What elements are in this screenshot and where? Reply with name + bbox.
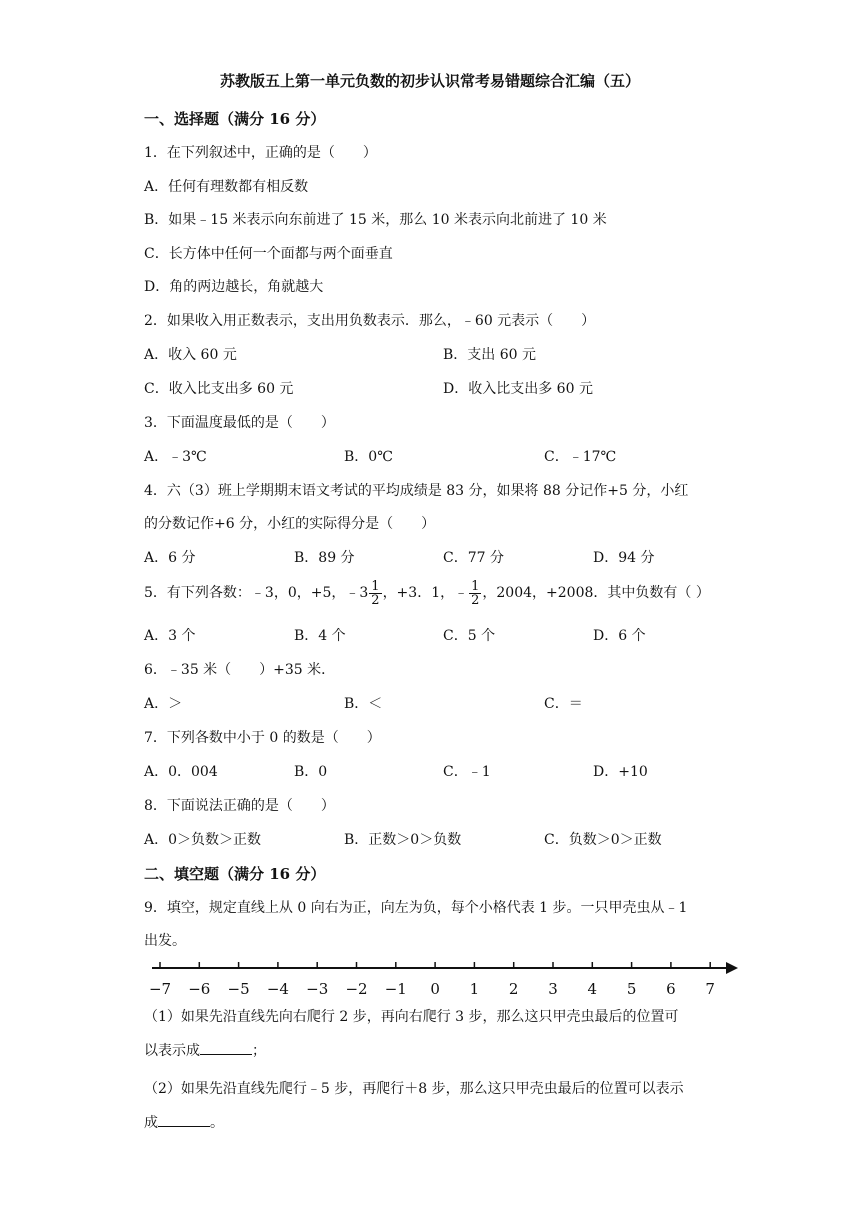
q2-stem: 2．如果收入用正数表示，支出用负数表示．那么，﹣60 元表示（ ）: [144, 313, 596, 329]
q9-sub1-end: ；: [252, 1043, 266, 1059]
q4-option-d: D．94 分: [593, 550, 655, 566]
q5-stem-part3: ，2004，+2008．其中负数有（ ）: [482, 585, 710, 601]
q9-sub2-text: 成: [144, 1115, 158, 1131]
q5-stem-part1: 5．有下列各数：﹣3，0，+5，﹣3: [144, 585, 369, 601]
number-line-tick-label: −2: [345, 980, 368, 998]
q2-option-c: C．收入比支出多 60 元: [144, 381, 294, 397]
q7-option-d: D．+10: [593, 764, 648, 780]
q2-option-a: A．收入 60 元: [144, 347, 237, 363]
number-line-tick-label: 0: [430, 980, 440, 998]
number-line-tick-label: 7: [705, 980, 715, 998]
q4-option-b: B．89 分: [294, 550, 355, 566]
q5-stem-part2: ，+3．1，﹣: [382, 585, 469, 601]
q3-stem: 3．下面温度最低的是（ ）: [144, 415, 335, 431]
q8-option-b: B．正数＞0＞负数: [344, 832, 462, 848]
number-line: [144, 950, 744, 1002]
number-line-tick-label: 4: [587, 980, 598, 998]
q2-option-b: B．支出 60 元: [443, 347, 537, 363]
number-line-tick-label: 2: [508, 980, 519, 998]
answer-blank-2[interactable]: [158, 1114, 210, 1127]
number-line-tick-label: −6: [188, 980, 211, 998]
q8-stem: 8．下面说法正确的是（ ）: [144, 798, 335, 814]
fraction-one-half: [369, 580, 381, 607]
q5-option-c: C．5 个: [443, 628, 496, 644]
q5-option-a: A．3 个: [144, 628, 196, 644]
number-line-tick-label: 1: [469, 980, 480, 998]
number-line-tick-label: −7: [148, 980, 172, 998]
fraction-numerator: 1: [371, 578, 380, 594]
q9-sub2-line2: [144, 1112, 224, 1132]
q5-option-b: B．4 个: [294, 628, 346, 644]
q5-stem: [144, 578, 710, 608]
page-title: 苏教版五上第一单元负数的初步认识常考易错题综合汇编（五）: [219, 72, 640, 90]
q3-option-c: C．﹣17℃: [544, 449, 617, 465]
q1-option-d: D．角的两边越长，角就越大: [144, 279, 324, 295]
q4-stem-line2: 的分数记作+6 分，小红的实际得分是（ ）: [144, 516, 436, 532]
q7-option-c: C．﹣1: [443, 764, 491, 780]
arrow-icon: [726, 962, 738, 974]
q1-option-b: B．如果﹣15 米表示向东前进了 15 米，那么 10 米表示向北前进了 10 米: [144, 212, 607, 228]
q9-stem-line1: 9．填空，规定直线上从 0 向右为正，向左为负，每个小格代表 1 步。一只甲壳虫从﹣1: [144, 900, 688, 916]
q1-option-a: A．任何有理数都有相反数: [144, 179, 309, 195]
q7-option-a: A．0．004: [144, 764, 218, 780]
q1-stem: 1．在下列叙述中，正确的是（ ）: [144, 145, 377, 161]
q5-option-d: D．6 个: [593, 628, 646, 644]
q3-option-a: A．﹣3℃: [144, 449, 207, 465]
q9-sub2-end: 。: [210, 1115, 224, 1131]
q7-stem: 7．下列各数中小于 0 的数是（ ）: [144, 730, 381, 746]
q3-option-b: B．0℃: [344, 449, 393, 465]
section-heading-fill-in: 二、填空题（满分 16 分）: [144, 865, 326, 883]
number-line-tick-label: −4: [266, 980, 289, 998]
fraction-denominator: 2: [471, 592, 480, 608]
q6-option-b: B．＜: [344, 696, 383, 712]
q4-stem-line1: 4．六（3）班上学期期末语文考试的平均成绩是 83 分，如果将 88 分记作+5 分，小红: [144, 483, 689, 499]
fraction-one-half: [469, 580, 481, 607]
number-line-tick-label: −3: [306, 980, 329, 998]
q6-stem: 6．﹣35 米（ ）+35 米．: [144, 662, 336, 678]
q9-stem-line2: 出发。: [144, 933, 186, 949]
q9-sub2-line1: （2）如果先沿直线先爬行﹣5 步，再爬行＋8 步，那么这只甲壳虫最后的位置可以表示: [144, 1081, 684, 1097]
q8-option-a: A．0＞负数＞正数: [144, 832, 262, 848]
q9-sub1-line1: （1）如果先沿直线先向右爬行 2 步，再向右爬行 3 步，那么这只甲壳虫最后的位置可: [144, 1009, 679, 1025]
q6-option-a: A．＞: [144, 696, 183, 712]
q9-sub1-text: 以表示成: [144, 1043, 200, 1059]
number-line-tick-label: 3: [548, 980, 558, 998]
fraction-numerator: 1: [471, 578, 480, 594]
q6-option-c: C．＝: [544, 696, 583, 712]
q8-option-c: C．负数＞0＞正数: [544, 832, 662, 848]
q9-sub1-line2: [144, 1040, 266, 1060]
q7-option-b: B．0: [294, 764, 328, 780]
section-heading-choice: 一、选择题（满分 16 分）: [144, 110, 326, 128]
fraction-denominator: 2: [371, 592, 380, 608]
q1-option-c: C．长方体中任何一个面都与两个面垂直: [144, 246, 393, 262]
q4-option-a: A．6 分: [144, 550, 196, 566]
answer-blank-1[interactable]: [200, 1042, 252, 1055]
number-line-tick-label: −1: [384, 980, 407, 998]
number-line-tick-label: 6: [666, 980, 676, 998]
q4-option-c: C．77 分: [443, 550, 504, 566]
q2-option-d: D．收入比支出多 60 元: [443, 381, 593, 397]
number-line-tick-label: −5: [227, 980, 250, 998]
number-line-tick-label: 5: [626, 980, 637, 998]
